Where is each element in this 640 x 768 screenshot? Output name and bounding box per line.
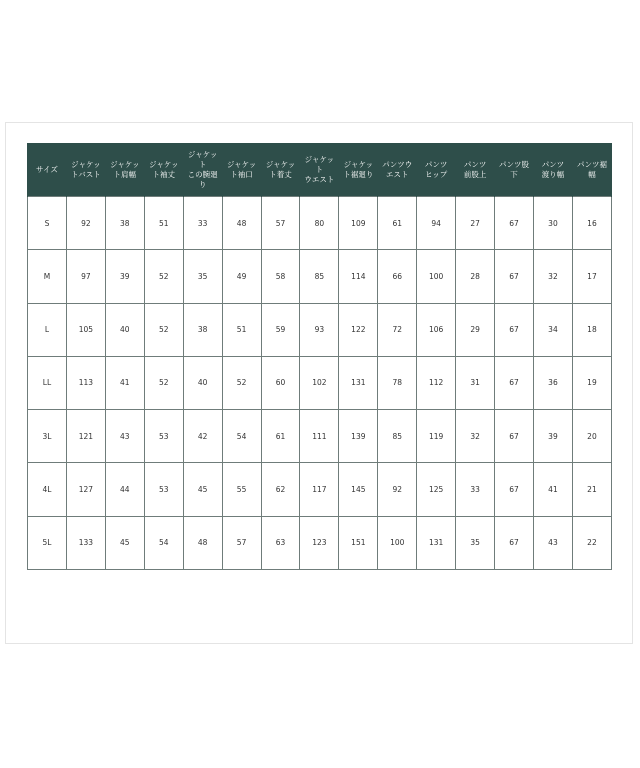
table-row — [28, 516, 612, 569]
size-label-cell: 3L — [28, 410, 67, 463]
measurement-cell: 55 — [222, 463, 261, 516]
measurement-cell: 67 — [495, 250, 534, 303]
measurement-cell: 125 — [417, 463, 456, 516]
measurement-cell: 27 — [456, 197, 495, 250]
measurement-cell: 51 — [222, 303, 261, 356]
measurement-cell: 51 — [144, 197, 183, 250]
measurement-cell: 33 — [456, 463, 495, 516]
measurement-cell: 105 — [66, 303, 105, 356]
measurement-cell: 21 — [572, 463, 611, 516]
measurement-cell: 66 — [378, 250, 417, 303]
measurement-cell: 102 — [300, 356, 339, 409]
measurement-cell: 52 — [144, 250, 183, 303]
measurement-cell: 62 — [261, 463, 300, 516]
measurement-cell: 40 — [105, 303, 144, 356]
measurement-cell: 80 — [300, 197, 339, 250]
table-row — [28, 356, 612, 409]
measurement-cell: 52 — [222, 356, 261, 409]
measurement-cell: 42 — [183, 410, 222, 463]
measurement-cell: 94 — [417, 197, 456, 250]
header-row — [28, 143, 612, 197]
measurement-cell: 92 — [66, 197, 105, 250]
measurement-cell: 133 — [66, 516, 105, 569]
measurement-cell: 67 — [495, 356, 534, 409]
measurement-cell: 45 — [183, 463, 222, 516]
measurement-cell: 32 — [456, 410, 495, 463]
measurement-cell: 92 — [378, 463, 417, 516]
measurement-cell: 151 — [339, 516, 378, 569]
column-header: ジャケッ ト袖丈 — [144, 143, 183, 197]
measurement-cell: 38 — [105, 197, 144, 250]
measurement-cell: 113 — [66, 356, 105, 409]
measurement-cell: 52 — [144, 303, 183, 356]
measurement-cell: 59 — [261, 303, 300, 356]
measurement-cell: 67 — [495, 197, 534, 250]
column-header: ジャケッ ト着丈 — [261, 143, 300, 197]
measurement-cell: 57 — [261, 197, 300, 250]
column-header: ジャケッ トバスト — [66, 143, 105, 197]
column-header: パンツ ヒップ — [417, 143, 456, 197]
size-label-cell: M — [28, 250, 67, 303]
table-row — [28, 410, 612, 463]
measurement-cell: 43 — [533, 516, 572, 569]
measurement-cell: 34 — [533, 303, 572, 356]
measurement-cell: 61 — [378, 197, 417, 250]
size-label-cell: L — [28, 303, 67, 356]
measurement-cell: 123 — [300, 516, 339, 569]
measurement-cell: 145 — [339, 463, 378, 516]
measurement-cell: 43 — [105, 410, 144, 463]
measurement-cell: 112 — [417, 356, 456, 409]
measurement-cell: 32 — [533, 250, 572, 303]
size-label-cell: S — [28, 197, 67, 250]
measurement-cell: 57 — [222, 516, 261, 569]
measurement-cell: 106 — [417, 303, 456, 356]
column-header: ジャケッ ト袖口 — [222, 143, 261, 197]
measurement-cell: 60 — [261, 356, 300, 409]
measurement-cell: 33 — [183, 197, 222, 250]
column-header: ジャケッ ト裾廻り — [339, 143, 378, 197]
measurement-cell: 67 — [495, 516, 534, 569]
measurement-cell: 78 — [378, 356, 417, 409]
measurement-cell: 41 — [533, 463, 572, 516]
measurement-cell: 58 — [261, 250, 300, 303]
measurement-cell: 122 — [339, 303, 378, 356]
measurement-cell: 93 — [300, 303, 339, 356]
measurement-cell: 20 — [572, 410, 611, 463]
measurement-cell: 127 — [66, 463, 105, 516]
measurement-cell: 117 — [300, 463, 339, 516]
table-row — [28, 250, 612, 303]
measurement-cell: 44 — [105, 463, 144, 516]
measurement-cell: 35 — [183, 250, 222, 303]
measurement-cell: 54 — [144, 516, 183, 569]
column-header: パンツ裾幅 — [572, 143, 611, 197]
measurement-cell: 111 — [300, 410, 339, 463]
measurement-cell: 100 — [378, 516, 417, 569]
measurement-cell: 40 — [183, 356, 222, 409]
measurement-cell: 49 — [222, 250, 261, 303]
column-header: パンツ 前股上 — [456, 143, 495, 197]
column-header: パンツウ エスト — [378, 143, 417, 197]
measurement-cell: 17 — [572, 250, 611, 303]
measurement-cell: 61 — [261, 410, 300, 463]
column-header: パンツ股下 — [495, 143, 534, 197]
measurement-cell: 121 — [66, 410, 105, 463]
measurement-cell: 35 — [456, 516, 495, 569]
column-header: サイズ — [28, 143, 67, 197]
measurement-cell: 41 — [105, 356, 144, 409]
measurement-cell: 85 — [300, 250, 339, 303]
column-header: ジャケッ ト肩幅 — [105, 143, 144, 197]
measurement-cell: 22 — [572, 516, 611, 569]
table-body — [28, 197, 612, 570]
measurement-cell: 53 — [144, 410, 183, 463]
measurement-cell: 48 — [183, 516, 222, 569]
measurement-cell: 39 — [105, 250, 144, 303]
measurement-cell: 139 — [339, 410, 378, 463]
measurement-cell: 16 — [572, 197, 611, 250]
measurement-cell: 45 — [105, 516, 144, 569]
measurement-cell: 29 — [456, 303, 495, 356]
measurement-cell: 48 — [222, 197, 261, 250]
measurement-cell: 72 — [378, 303, 417, 356]
measurement-cell: 38 — [183, 303, 222, 356]
size-label-cell: 4L — [28, 463, 67, 516]
size-label-cell: 5L — [28, 516, 67, 569]
measurement-cell: 85 — [378, 410, 417, 463]
measurement-cell: 67 — [495, 463, 534, 516]
table-row — [28, 463, 612, 516]
measurement-cell: 28 — [456, 250, 495, 303]
measurement-cell: 131 — [339, 356, 378, 409]
measurement-cell: 131 — [417, 516, 456, 569]
measurement-cell: 19 — [572, 356, 611, 409]
table-row — [28, 303, 612, 356]
column-header: ジャケット ウエスト — [300, 143, 339, 197]
measurement-cell: 31 — [456, 356, 495, 409]
measurement-cell: 18 — [572, 303, 611, 356]
measurement-cell: 36 — [533, 356, 572, 409]
measurement-cell: 52 — [144, 356, 183, 409]
measurement-cell: 53 — [144, 463, 183, 516]
measurement-cell: 109 — [339, 197, 378, 250]
column-header: パンツ 渡り幅 — [533, 143, 572, 197]
measurement-cell: 67 — [495, 410, 534, 463]
size-chart-table — [27, 143, 612, 570]
measurement-cell: 67 — [495, 303, 534, 356]
measurement-cell: 63 — [261, 516, 300, 569]
measurement-cell: 119 — [417, 410, 456, 463]
measurement-cell: 54 — [222, 410, 261, 463]
measurement-cell: 114 — [339, 250, 378, 303]
measurement-cell: 100 — [417, 250, 456, 303]
size-label-cell: LL — [28, 356, 67, 409]
measurement-cell: 97 — [66, 250, 105, 303]
table-row — [28, 197, 612, 250]
measurement-cell: 39 — [533, 410, 572, 463]
measurement-cell: 30 — [533, 197, 572, 250]
column-header: ジャケット この腕廻り — [183, 143, 222, 197]
